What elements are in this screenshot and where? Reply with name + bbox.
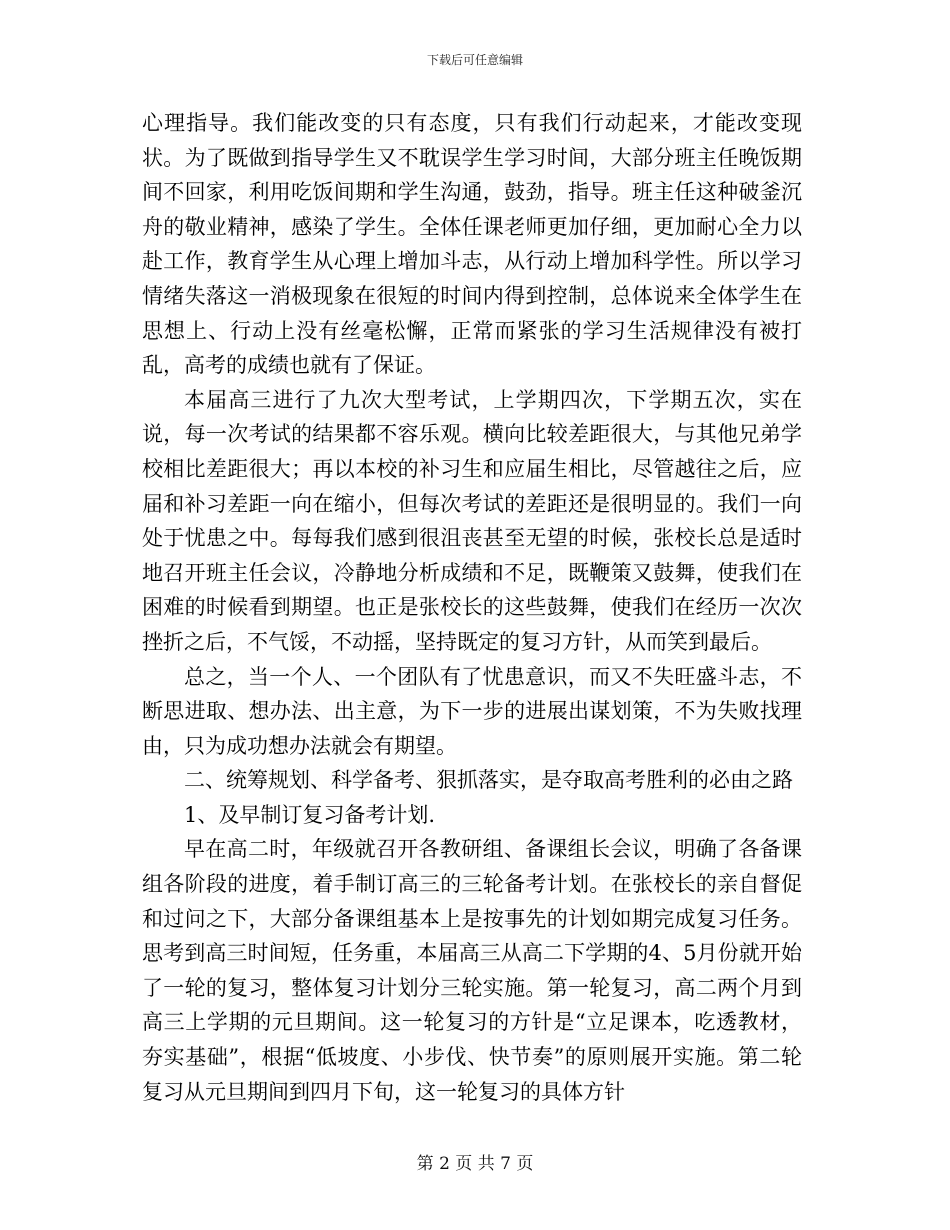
subsection-heading-1: 1、及早制订复习备考计划. — [184, 802, 436, 827]
page-number-footer: 第 2 页 共 7 页 — [416, 1154, 534, 1174]
section-heading-2: 二、统筹规划、科学备考、狠抓落实，是夺取高考胜利的必由之路 — [184, 768, 793, 793]
body-paragraph-2: 本届高三进行了九次大型考试，上学期四次，下学期五次，实在说，每一次考试的结果都不容乐观。横向比较差距很大，与其他兄弟学校相比差距很大；再以本校的补习生和应届生相比，尽管越往之后，应届和补习差距一向在缩小，但每次考试的差距还是很明显的。我们一向处于忧患之中。每每我们感到很沮丧甚至无望的时候，张校长总是适时地召开班主任会议，冷静地分析成绩和不足，既鞭策又鼓舞，使我们在困难的时候看到期望。也正是张校长的这些鼓舞，使我们在经历一次次挫折之后，不气馁，不动摇，坚持既定的复习方针，从而笑到最后。 — [142, 387, 802, 654]
body-paragraph-1: 心理指导。我们能改变的只有态度，只有我们行动起来，才能改变现状。为了既做到指导学生又不耽误学生学习时间，大部分班主任晚饭期间不回家，利用吃饭间期和学生沟通，鼓劲，指导。班主任这种破釜沉舟的敬业精神，感染了学生。全体任课老师更加仔细，更加耐心全力以赴工作，教育学生从心理上增加斗志，从行动上增加科学性。所以学习情绪失落这一消极现象在很短的时间内得到控制，总体说来全体学生在思想上、行动上没有丝毫松懈，正常而紧张的学习生活规律没有被打乱，高考的成绩也就有了保证。 — [142, 111, 802, 378]
page-header-note: 下载后可任意编辑 — [426, 53, 523, 67]
body-paragraph-3: 总之，当一个人、一个团队有了忧患意识，而又不失旺盛斗志，不断思进取、想办法、出主意，为下一步的进展出谋划策，不为失败找理由，只为成功想办法就会有期望。 — [142, 664, 802, 758]
document-body — [142, 106, 802, 1109]
body-paragraph-4: 早在高二时，年级就召开各教研组、备课组长会议，明确了各备课组各阶段的进度，着手制订高三的三轮备考计划。在张校长的亲自督促和过问之下，大部分备课组基本上是按事先的计划如期完成复习任务。思考到高三时间短，任务重，本届高三从高二下学期的4、5月份就开始了一轮的复习，整体复习计划分三轮实施。第一轮复习，高二两个月到高三上学期的元旦期间。这一轮复习的方针是“立足课本，吃透教材，夯实基础”，根据“低坡度、小步伐、快节奏”的原则展开实施。第二轮复习从元旦期间到四月下旬，这一轮复习的具体方针 — [142, 837, 802, 1104]
